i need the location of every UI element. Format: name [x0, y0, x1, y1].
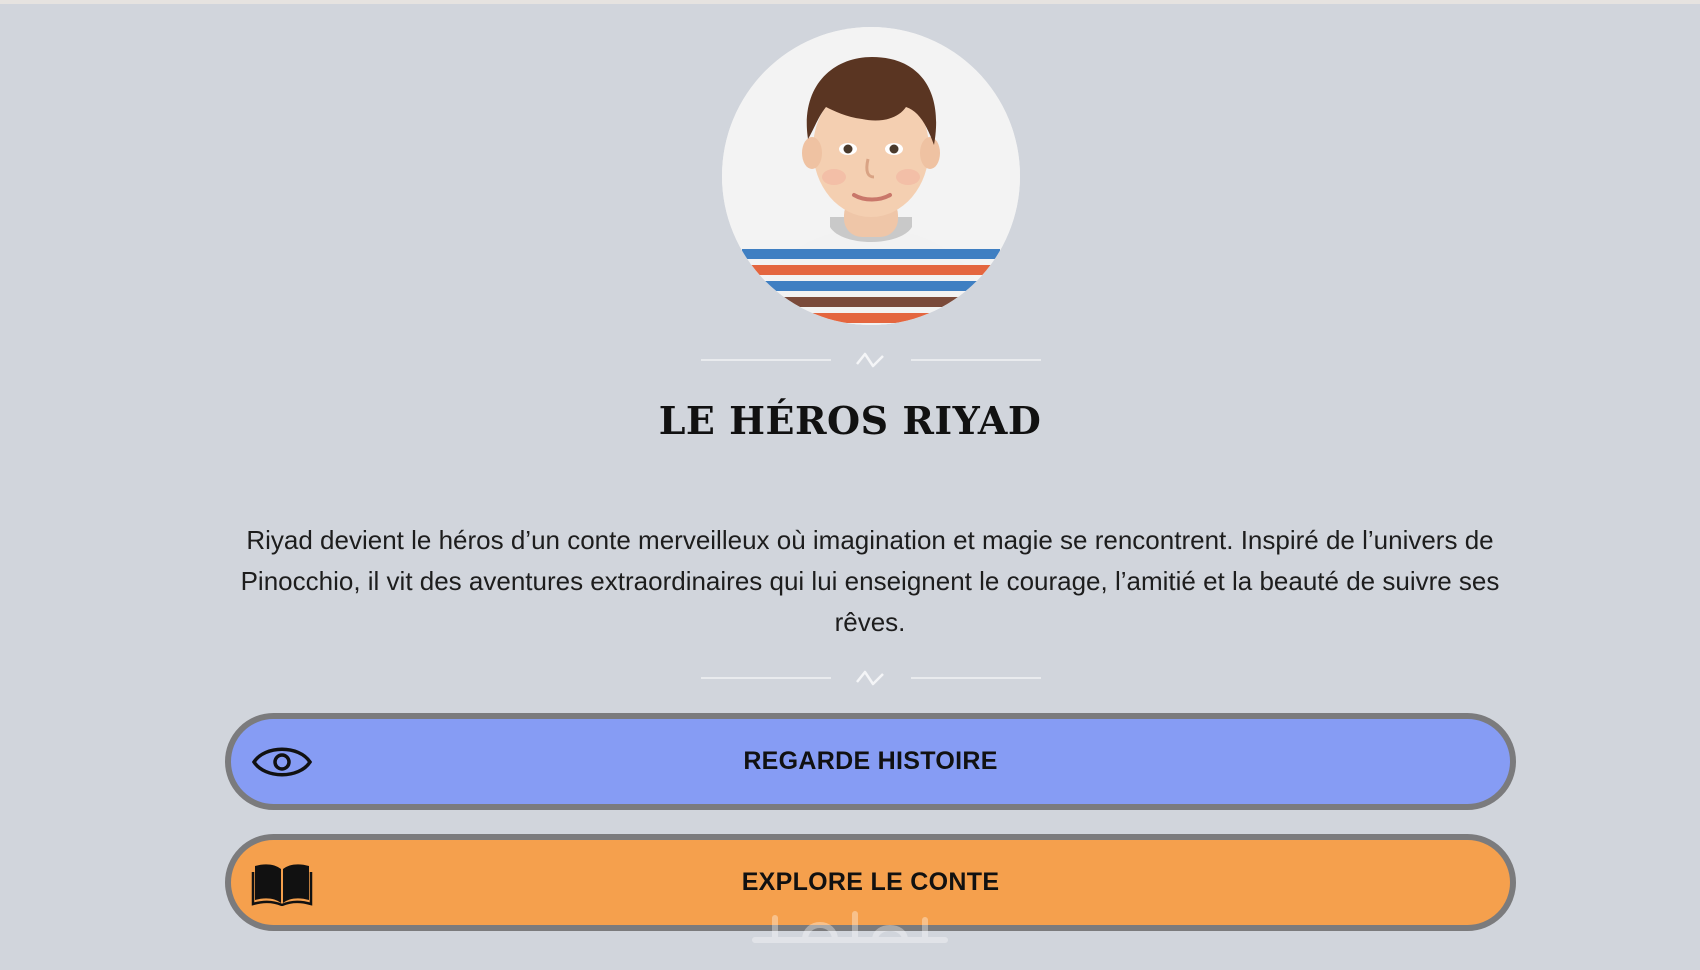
ornament-divider-bottom: [701, 666, 1041, 690]
hero-description: Riyad devient le héros d’un conte merveilleux où imagination et magie se rencontrent. Inspiré de l’univers de Pinocchio, il vit des aventures extraordinaires qui lui enseignent le courage, l’amitié et la beauté de suivre ses rêves.: [240, 525, 1500, 637]
zigzag-icon: [855, 666, 887, 690]
ornament-divider-top: [701, 348, 1041, 372]
zigzag-icon: [855, 348, 887, 372]
hero-title: LE HÉROS RIYAD: [658, 398, 1042, 443]
top-border: [0, 0, 1700, 4]
divider-line-right: [911, 677, 1041, 679]
hero-avatar: [722, 27, 1020, 325]
book-icon: [251, 860, 313, 906]
divider-line-left: [701, 359, 831, 361]
eye-icon: [251, 739, 313, 785]
divider-line-left: [701, 677, 831, 679]
watch-story-button[interactable]: [225, 713, 1516, 810]
watch-story-label: REGARDE HISTOIRE: [743, 747, 998, 775]
divider-line-right: [911, 359, 1041, 361]
explore-tale-label: EXPLORE LE CONTE: [741, 868, 1000, 896]
watermark-logo: [745, 900, 955, 956]
